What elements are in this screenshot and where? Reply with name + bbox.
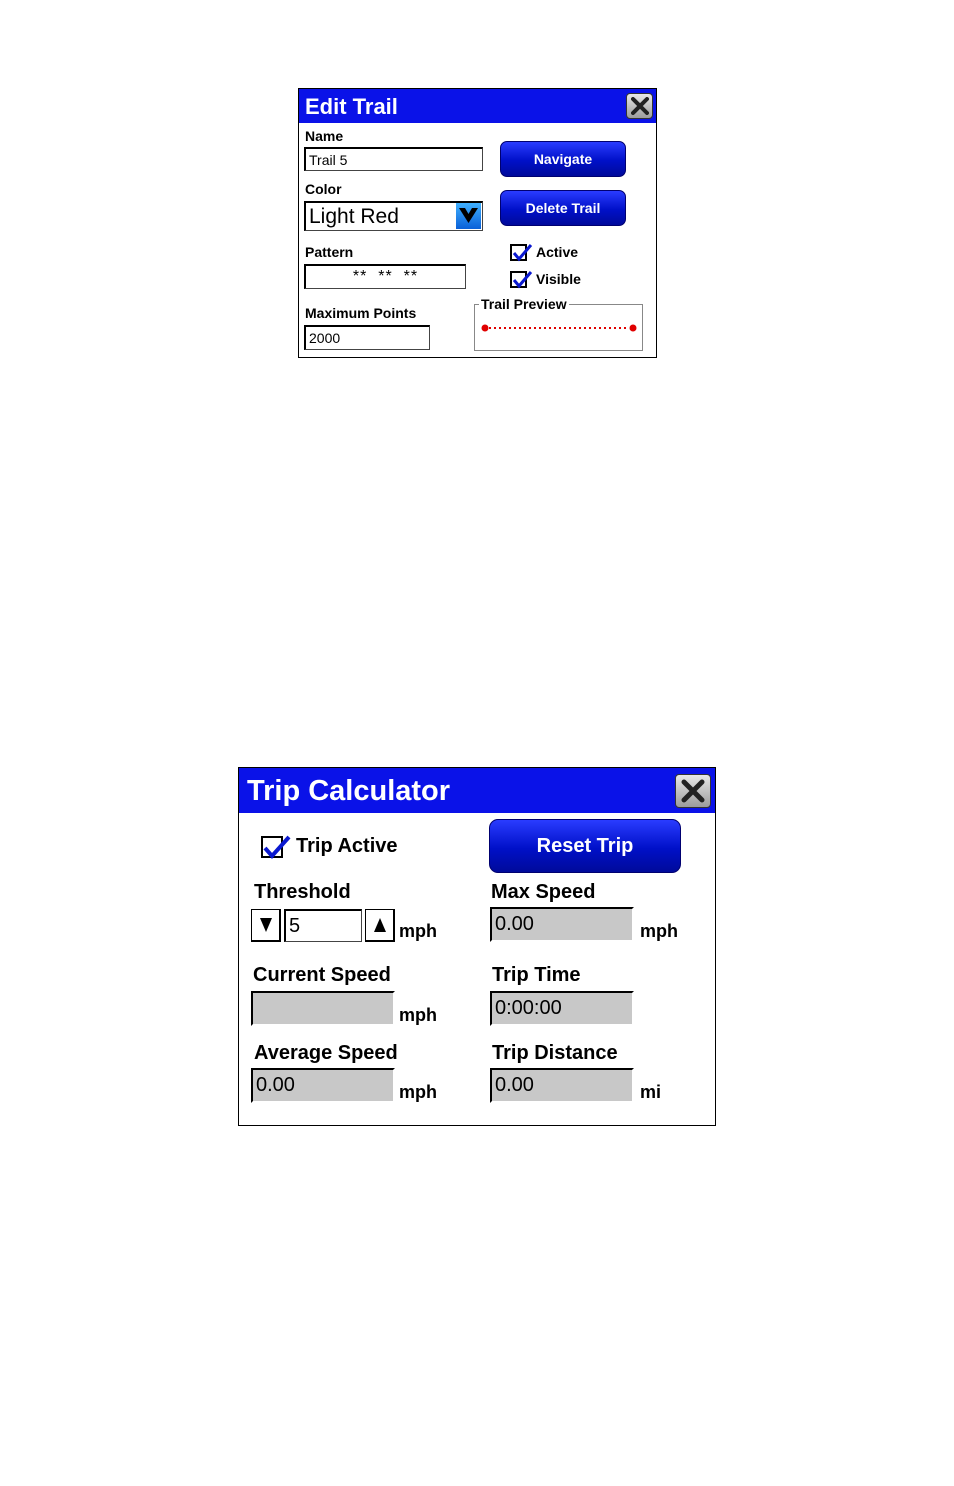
- average-speed-value: 0.00: [256, 1074, 295, 1096]
- edit-trail-close-button[interactable]: [626, 93, 653, 119]
- trip-distance-value: 0.00: [495, 1074, 534, 1096]
- color-label: Color: [305, 181, 342, 197]
- average-speed-unit: mph: [399, 1082, 437, 1102]
- name-value: Trail 5: [309, 151, 348, 168]
- threshold-label: Threshold: [254, 881, 351, 903]
- close-icon: [681, 779, 705, 803]
- arrow-down-icon: [260, 918, 272, 932]
- trip-calculator-title: Trip Calculator: [247, 775, 451, 807]
- trip-distance-label: Trip Distance: [492, 1042, 618, 1064]
- close-icon: [631, 97, 649, 115]
- threshold-unit: mph: [399, 921, 437, 941]
- trip-active-checkbox[interactable]: [261, 836, 283, 858]
- pattern-value: ** ** **: [352, 268, 419, 285]
- threshold-increase-button[interactable]: [365, 909, 395, 942]
- delete-trail-button[interactable]: Delete Trail: [500, 190, 626, 226]
- trip-time-field: [490, 991, 634, 1026]
- current-speed-unit: mph: [399, 1005, 437, 1025]
- max-points-input[interactable]: [304, 325, 430, 350]
- max-speed-unit: mph: [640, 921, 678, 941]
- threshold-decrease-button[interactable]: [251, 909, 281, 942]
- trip-calculator-dialog: [238, 767, 716, 1126]
- pattern-dropdown[interactable]: [304, 264, 466, 289]
- name-label: Name: [305, 128, 344, 144]
- pattern-label: Pattern: [305, 244, 354, 260]
- trip-calculator-title-bar: [239, 768, 715, 813]
- average-speed-label: Average Speed: [254, 1042, 398, 1064]
- active-checkbox[interactable]: [510, 244, 527, 261]
- threshold-input[interactable]: [284, 909, 362, 942]
- trail-preview-group: [474, 296, 643, 351]
- reset-trip-button[interactable]: Reset Trip: [489, 819, 681, 873]
- trip-distance-field: [490, 1068, 634, 1103]
- current-speed-field: [251, 991, 395, 1026]
- color-value: Light Red: [309, 204, 399, 228]
- visible-label: Visible: [536, 271, 581, 287]
- trip-distance-unit: mi: [640, 1082, 662, 1102]
- edit-trail-dialog: [298, 88, 657, 358]
- max-speed-value: 0.00: [495, 913, 534, 935]
- max-speed-field: [490, 907, 634, 942]
- checkmark-icon: [511, 269, 533, 291]
- active-label: Active: [536, 244, 579, 260]
- current-speed-label: Current Speed: [253, 964, 391, 986]
- edit-trail-title: Edit Trail: [305, 94, 398, 119]
- trail-preview-label: Trail Preview: [481, 296, 567, 312]
- trip-active-label: Trip Active: [296, 835, 398, 857]
- trip-time-value: 0:00:00: [495, 997, 562, 1019]
- threshold-value: 5: [289, 914, 301, 937]
- max-speed-label: Max Speed: [491, 881, 596, 903]
- checkmark-icon: [511, 242, 533, 264]
- chevron-down-icon: [458, 207, 479, 225]
- trail-preview-line: [481, 323, 637, 333]
- color-dropdown-arrow[interactable]: [456, 203, 481, 229]
- max-points-value: 2000: [309, 330, 341, 346]
- trip-time-label: Trip Time: [492, 964, 581, 986]
- navigate-button[interactable]: Navigate: [500, 141, 626, 177]
- average-speed-field: [251, 1068, 395, 1103]
- visible-checkbox[interactable]: [510, 271, 527, 288]
- max-points-label: Maximum Points: [305, 305, 417, 321]
- arrow-up-icon: [374, 918, 386, 932]
- edit-trail-title-bar: [299, 89, 656, 123]
- name-input[interactable]: [304, 147, 483, 171]
- trip-calculator-close-button[interactable]: [675, 774, 711, 808]
- checkmark-icon: [262, 834, 292, 862]
